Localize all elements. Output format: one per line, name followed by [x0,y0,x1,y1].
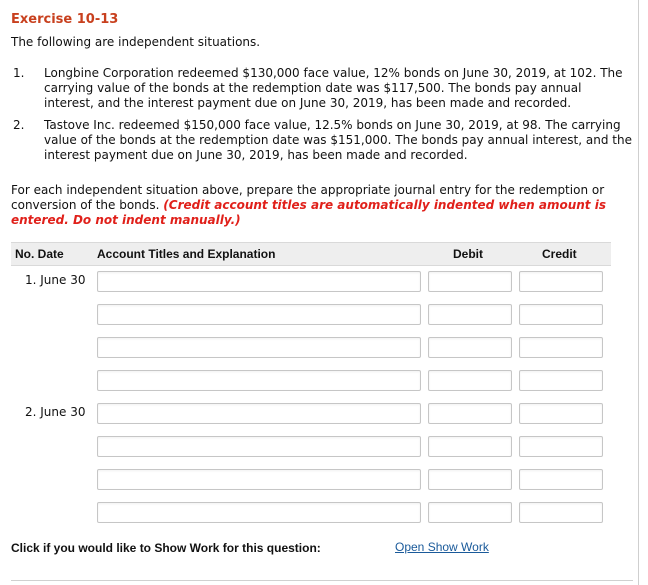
debit-input[interactable] [428,304,512,325]
debit-input[interactable] [428,403,512,424]
exercise-intro: The following are independent situations. [11,35,261,49]
open-show-work-link[interactable]: Open Show Work [395,540,489,554]
account-title-input[interactable] [97,469,421,490]
credit-input[interactable] [519,337,603,358]
credit-input[interactable] [519,436,603,457]
entry-date-label: 2. June 30 [25,405,86,419]
header-account: Account Titles and Explanation [97,247,276,261]
account-title-input[interactable] [97,370,421,391]
account-title-input[interactable] [97,337,421,358]
header-no-date: No. Date [15,247,64,261]
credit-input[interactable] [519,271,603,292]
entry-date-label: 1. June 30 [25,273,86,287]
account-title-input[interactable] [97,271,421,292]
show-work-prompt: Click if you would like to Show Work for this question: [11,541,321,555]
header-credit: Credit [542,247,577,261]
account-title-input[interactable] [97,403,421,424]
debit-input[interactable] [428,370,512,391]
debit-input[interactable] [428,271,512,292]
credit-input[interactable] [519,403,603,424]
credit-input[interactable] [519,370,603,391]
debit-input[interactable] [428,337,512,358]
instructions [11,183,626,228]
divider [11,580,633,581]
instructions-text: For each independent situation above, prepare the appropriate journal entry for the redemption or conversion of the bonds. [11,183,605,212]
situation-text: Longbine Corporation redeemed $130,000 face value, 12% bonds on June 30, 2019, at 102. The carrying value of the bonds at the redemption date was $117,500. The bonds pay annual interest, and the interest payment due on June 30, 2019, has been made and recorded. [44,66,623,110]
exercise-title: Exercise 10-13 [11,12,119,27]
debit-input[interactable] [428,436,512,457]
account-title-input[interactable] [97,502,421,523]
instructions-note: (Credit account titles are automatically indented when amount is entered. Do not indent manually.) [11,198,606,227]
situation-number: 2. [13,118,25,132]
situation-text: Tastove Inc. redeemed $150,000 face value, 12.5% bonds on June 30, 2019, at 98. The carrying value of the bonds at the redemption date was $151,000. The bonds pay annual interest, and the interest payment due on June 30, 2019, has been made and recorded. [44,118,632,162]
journal-table-header [11,242,611,266]
account-title-input[interactable] [97,304,421,325]
credit-input[interactable] [519,502,603,523]
header-debit: Debit [453,247,483,261]
situation-number: 1. [13,66,25,80]
credit-input[interactable] [519,469,603,490]
debit-input[interactable] [428,502,512,523]
account-title-input[interactable] [97,436,421,457]
debit-input[interactable] [428,469,512,490]
credit-input[interactable] [519,304,603,325]
